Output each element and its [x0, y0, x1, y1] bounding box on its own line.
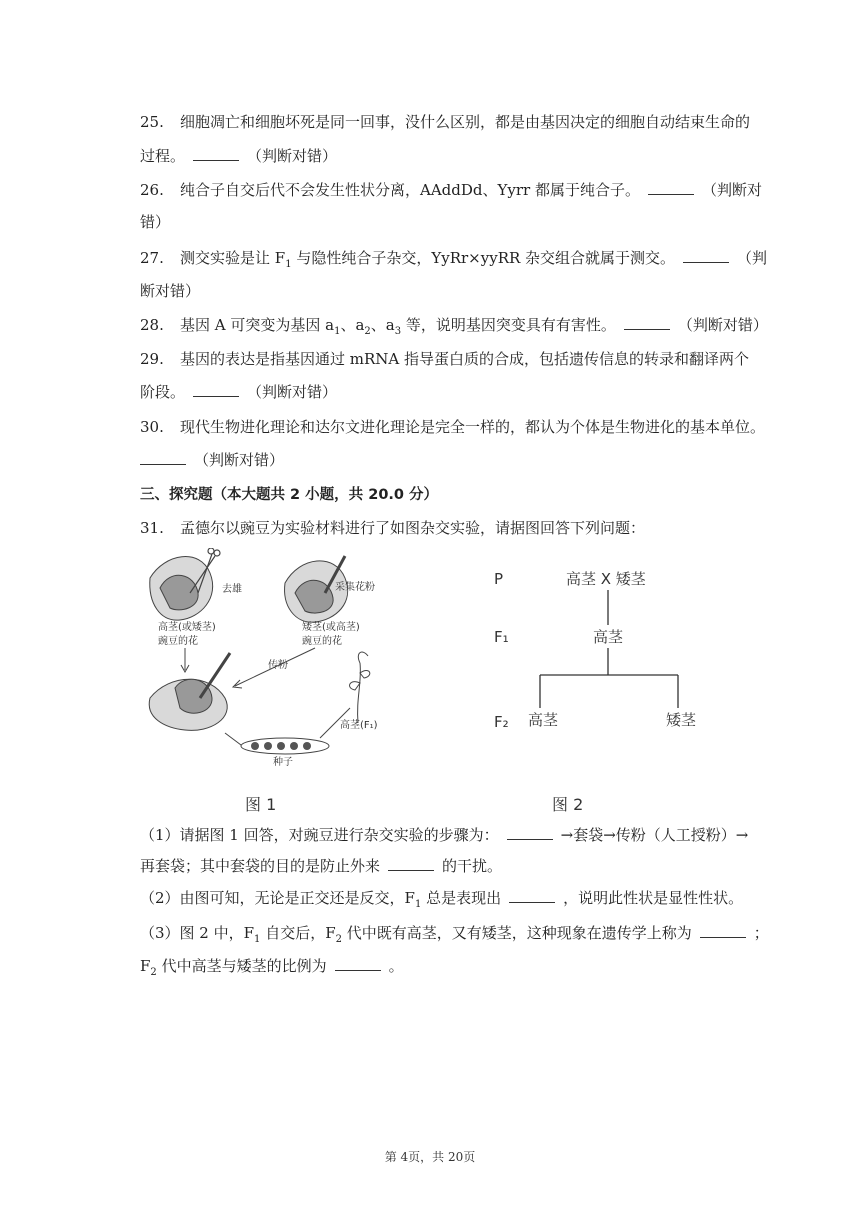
answer-blank[interactable]: [509, 888, 555, 903]
answer-blank[interactable]: [648, 180, 694, 195]
answer-blank[interactable]: [140, 450, 186, 465]
q30-line1: 30. 现代生物进化理论和达尔文进化理论是完全一样的，都认为个体是生物进化的基本单位。: [140, 418, 766, 436]
f2-tall-label: 高茎: [528, 711, 559, 729]
figure-1-caption: 图 1: [245, 795, 277, 814]
section-heading: 三、探究题（本大题共 2 小题，共 20.0 分）: [140, 487, 439, 503]
q29-line2: 阶段。 （判断对错）: [140, 383, 338, 401]
answer-blank[interactable]: [683, 248, 729, 263]
figure-1-pea-cross-illustration: [140, 548, 380, 770]
answer-blank[interactable]: [193, 146, 239, 161]
generation-p-label: P: [494, 570, 504, 588]
sub3-line2: $F_2$ 代中高茎与矮茎的比例为 。: [140, 957, 404, 978]
answer-blank[interactable]: [507, 825, 553, 840]
answer-blank[interactable]: [335, 956, 381, 971]
answer-blank[interactable]: [624, 315, 670, 330]
figure-2-caption: 图 2: [552, 795, 584, 814]
q25-line1: 25. 细胞凋亡和细胞坏死是同一回事，没什么区别，都是由基因决定的细胞自动结束生命的: [140, 113, 751, 131]
figure-2-cross-diagram: [480, 560, 720, 740]
answer-blank[interactable]: [388, 856, 434, 871]
label-ai-jing: 矮茎(或高茎): [302, 622, 360, 633]
q26-line2: 错）: [140, 213, 171, 231]
q27-line2: 断对错）: [140, 282, 201, 300]
q25-line2: 过程。 （判断对错）: [140, 147, 338, 165]
q26-line1: 26. 纯合子自交后代不会发生性状分离，AAddDd、Yyrr 都属于纯合子。 （判断对: [140, 181, 763, 199]
sub1-line1: （1）请据图 1 回答，对豌豆进行杂交实验的步骤为： →套袋→传粉（人工授粉）→: [140, 826, 749, 844]
label-wan-dou-hua-2: 豌豆的花: [302, 636, 342, 647]
q29-line1: 29. 基因的表达是指基因通过 mRNA 指导蛋白质的合成，包括遗传信息的转录和翻译两个: [140, 350, 750, 368]
sub3-line1: （3）图 2 中，$F_1$ 自交后，$F_2$ 代中既有高茎，又有矮茎，这种现象在遗传学上称为 ；: [140, 924, 769, 945]
pea-pod-icon: [241, 738, 329, 754]
label-cai-ji-hua-fen: 采集花粉: [335, 582, 375, 593]
answer-blank[interactable]: [700, 923, 746, 938]
label-gao-jing: 高茎(或矮茎): [158, 622, 216, 633]
generation-f2-label: F₂: [494, 713, 509, 731]
label-gao-jing-f1: 高茎(F₁): [340, 720, 378, 731]
seedling-icon: [350, 652, 370, 723]
parent-cross-label: 高茎 X 矮茎: [566, 570, 646, 588]
generation-f1-label: F₁: [494, 628, 509, 646]
answer-blank[interactable]: [193, 382, 239, 397]
page-footer: 第 4页，共 20页: [384, 1150, 476, 1164]
label-chuan-fen: 传粉: [268, 660, 288, 671]
q28-line1: 28. 基因 A 可突变为基因 $a_1$、$a_2$、$a_3$ 等，说明基因突变具有有害性。 （判断对错）: [140, 316, 768, 337]
q30-line2: （判断对错）: [140, 450, 284, 470]
q31-line: 31. 孟德尔以豌豆为实验材料进行了如图杂交实验，请据图回答下列问题：: [140, 519, 646, 537]
q27-line1: 27. 测交实验是让 $F_1$ 与隐性纯合子杂交，YyRr×yyRR 杂交组合就属于测交。 （判: [140, 249, 768, 270]
label-zhong-zi: 种子: [273, 757, 293, 768]
label-wan-dou-hua: 豌豆的花: [158, 636, 198, 647]
f2-short-label: 矮茎: [666, 711, 697, 729]
f1-phenotype-label: 高茎: [593, 628, 624, 646]
sub2-line: （2）由图可知，无论是正交还是反交，$F_1$ 总是表现出 ，说明此性状是显性性状。: [140, 889, 744, 910]
sub1-line2: 再套袋；其中套袋的目的是防止外来 的干扰。: [140, 857, 503, 875]
label-qu-xiong: 去雄: [222, 584, 242, 595]
